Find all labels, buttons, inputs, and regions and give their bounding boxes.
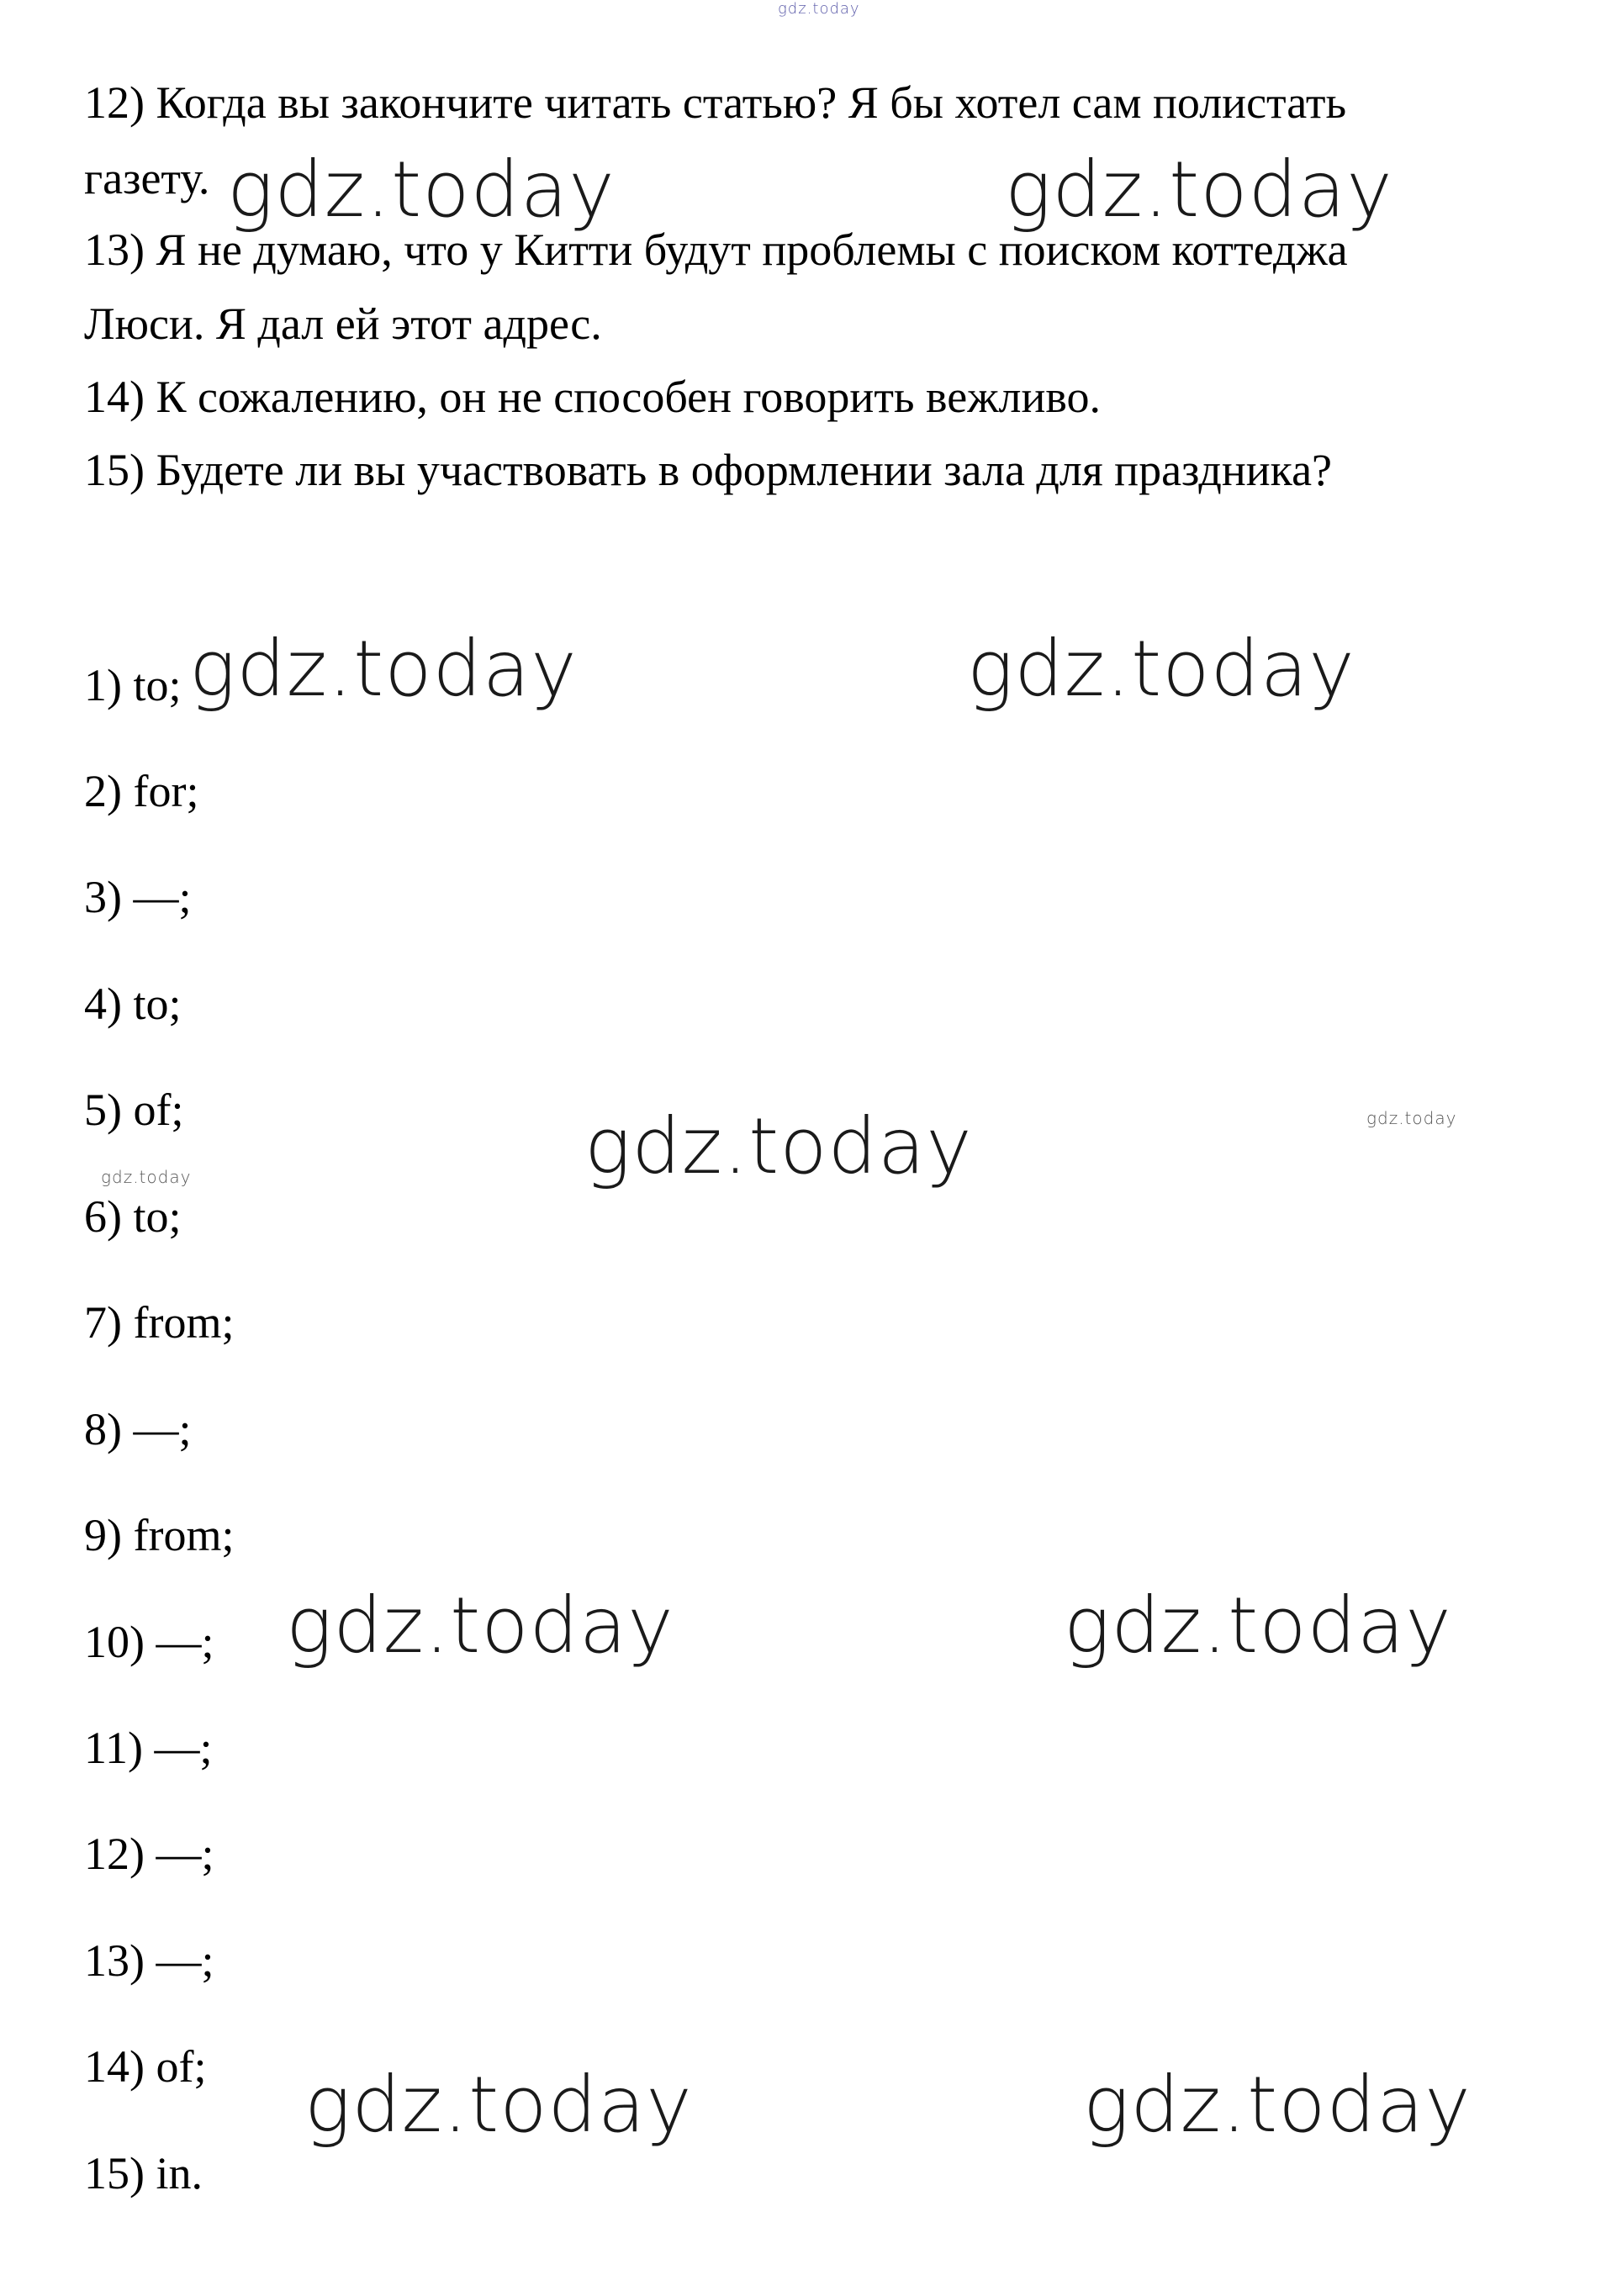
sentence-15: 15) Будете ли вы участвовать в оформлении зала для праздника?	[84, 445, 1333, 495]
answer-12: 12) —;	[84, 1829, 214, 1879]
watermark-9: gdz.today	[1083, 2060, 1472, 2150]
watermark-4: gdz.today	[967, 624, 1355, 714]
sentence-12-line-2: газету.	[84, 153, 210, 203]
answer-2: 2) for;	[84, 766, 199, 816]
answer-7: 7) from;	[84, 1297, 235, 1348]
watermark-top: gdz.today	[778, 0, 860, 18]
answer-15: 15) in.	[84, 2148, 203, 2198]
answer-13: 13) —;	[84, 1935, 214, 1986]
sentence-12-line-1: 12) Когда вы закончите читать статью? Я бы хотел сам полистать	[84, 77, 1347, 128]
watermark-7: gdz.today	[1064, 1581, 1452, 1671]
sentence-13-line-1: 13) Я не думаю, что у Китти будут проблемы с поиском коттеджа	[84, 224, 1348, 275]
sentence-14: 14) К сожалению, он не способен говорить вежливо.	[84, 372, 1101, 422]
watermark-5: gdz.today	[584, 1101, 973, 1191]
answer-10: 10) —;	[84, 1617, 214, 1667]
answer-11: 11) —;	[84, 1723, 213, 1773]
watermark-2: gdz.today	[1005, 145, 1393, 235]
watermark-3: gdz.today	[189, 624, 578, 714]
watermark-6: gdz.today	[286, 1581, 674, 1671]
answer-5: 5) of;	[84, 1085, 184, 1135]
answer-8: 8) —;	[84, 1404, 192, 1454]
answer-9: 9) from;	[84, 1510, 235, 1560]
watermark-small-left: gdz.today	[101, 1167, 192, 1187]
watermark-1: gdz.today	[227, 145, 616, 235]
watermark-8: gdz.today	[304, 2060, 693, 2150]
sentence-13-line-2: Люси. Я дал ей этот адрес.	[84, 298, 602, 349]
answer-3: 3) —;	[84, 872, 192, 922]
answer-4: 4) to;	[84, 979, 182, 1029]
answer-14: 14) of;	[84, 2041, 207, 2092]
watermark-small-right: gdz.today	[1366, 1108, 1457, 1128]
answer-6: 6) to;	[84, 1191, 182, 1242]
answer-1: 1) to;	[84, 660, 182, 710]
